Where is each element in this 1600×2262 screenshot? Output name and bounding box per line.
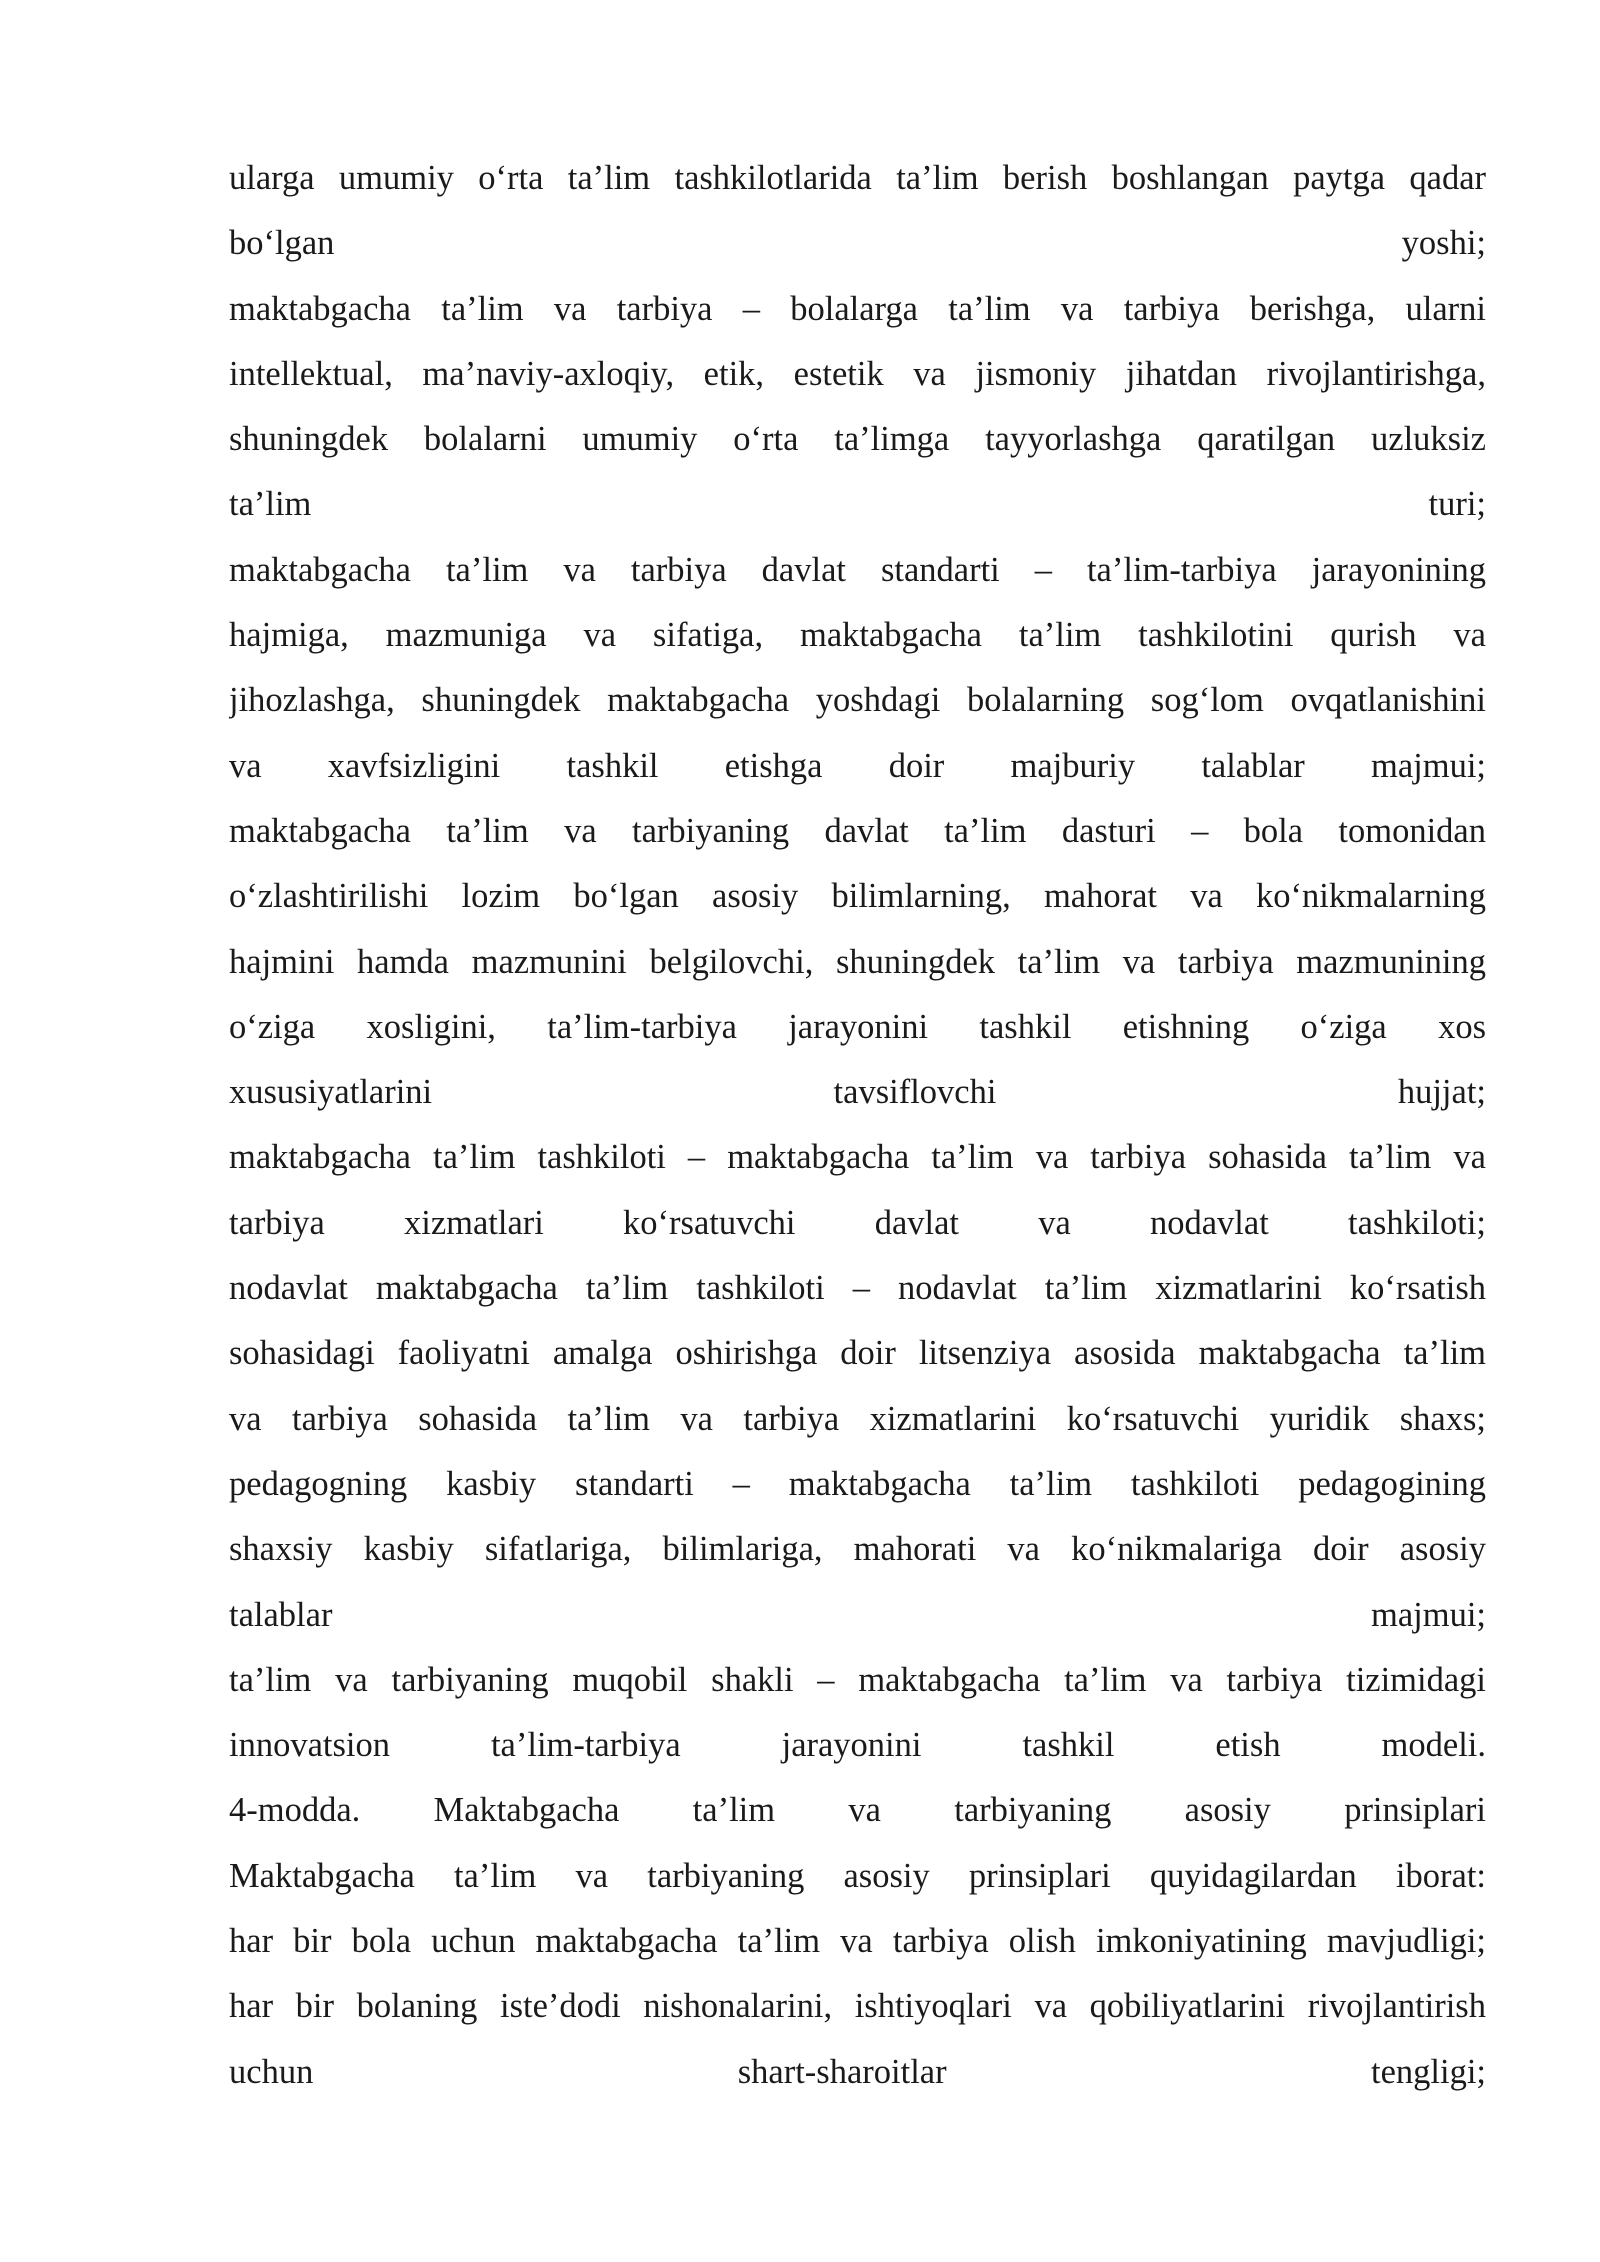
- text-line: xususiyatlarini tavsiflovchi hujjat;: [229, 1073, 1486, 1112]
- text-line: Maktabgacha ta’lim va tarbiyaning asosiy prinsiplari quyidagilardan iborat:: [229, 1856, 1486, 1895]
- text-line: hajmini hamda mazmunini belgilovchi, shuningdek ta’lim va tarbiya mazmunining: [229, 942, 1486, 981]
- text-line: maktabgacha ta’lim va tarbiya davlat standarti – ta’lim-tarbiya jarayonining: [229, 550, 1486, 589]
- document-body: [229, 146, 1486, 2105]
- text-line: har bir bolaning iste’dodi nishonalarini, ishtiyoqlari va qobiliyatlarini rivojlantirish: [229, 1987, 1486, 2026]
- text-line: shuningdek bolalarni umumiy o‘rta ta’limga tayyorlashga qaratilgan uzluksiz: [229, 420, 1486, 459]
- text-line: innovatsion ta’lim-tarbiya jarayonini tashkil etish modeli.: [229, 1726, 1486, 1765]
- text-line: o‘ziga xosligini, ta’lim-tarbiya jarayonini tashkil etishning o‘ziga xos: [229, 1007, 1486, 1046]
- text-line: va xavfsizligini tashkil etishga doir majburiy talablar majmui;: [229, 746, 1486, 785]
- text-line: sohasidagi faoliyatni amalga oshirishga doir litsenziya asosida maktabgacha ta’lim: [229, 1334, 1486, 1373]
- text-line: maktabgacha ta’lim va tarbiya – bolalarga ta’lim va tarbiya berishga, ularni: [229, 289, 1486, 328]
- text-line: hajmiga, mazmuniga va sifatiga, maktabgacha ta’lim tashkilotini qurish va: [229, 616, 1486, 655]
- text-line: nodavlat maktabgacha ta’lim tashkiloti – nodavlat ta’lim xizmatlarini ko‘rsatish: [229, 1269, 1486, 1308]
- text-line: har bir bola uchun maktabgacha ta’lim va tarbiya olish imkoniyatining mavjudligi;: [229, 1922, 1486, 1961]
- text-line: maktabgacha ta’lim va tarbiyaning davlat ta’lim dasturi – bola tomonidan: [229, 811, 1486, 850]
- text-line: o‘zlashtirilishi lozim bo‘lgan asosiy bilimlarning, mahorat va ko‘nikmalarning: [229, 877, 1486, 916]
- text-line: maktabgacha ta’lim tashkiloti – maktabgacha ta’lim va tarbiya sohasida ta’lim va: [229, 1138, 1486, 1177]
- text-line: tarbiya xizmatlari ko‘rsatuvchi davlat va nodavlat tashkiloti;: [229, 1203, 1486, 1242]
- text-line: uchun shart-sharoitlar tengligi;: [229, 2052, 1486, 2091]
- text-line: ularga umumiy o‘rta ta’lim tashkilotlarida ta’lim berish boshlangan paytga qadar: [229, 159, 1486, 197]
- text-line: intellektual, ma’naviy-axloqiy, etik, estetik va jismoniy jihatdan rivojlantirishga,: [229, 354, 1486, 393]
- text-line: talablar majmui;: [229, 1595, 1486, 1634]
- text-line: bo‘lgan yoshi;: [229, 224, 1486, 263]
- text-line: va tarbiya sohasida ta’lim va tarbiya xizmatlarini ko‘rsatuvchi yuridik shaxs;: [229, 1399, 1486, 1438]
- section-heading: 4-modda. Maktabgacha ta’lim va tarbiyaning asosiy prinsiplari: [229, 1791, 1486, 1830]
- text-line: ta’lim va tarbiyaning muqobil shakli – maktabgacha ta’lim va tarbiya tizimidagi: [229, 1660, 1486, 1699]
- text-line: pedagogning kasbiy standarti – maktabgacha ta’lim tashkiloti pedagogining: [229, 1464, 1486, 1503]
- text-line: jihozlashga, shuningdek maktabgacha yoshdagi bolalarning sog‘lom ovqatlanishini: [229, 681, 1486, 720]
- text-line: ta’lim turi;: [229, 485, 1486, 524]
- text-line: shaxsiy kasbiy sifatlariga, bilimlariga, mahorati va ko‘nikmalariga doir asosiy: [229, 1530, 1486, 1569]
